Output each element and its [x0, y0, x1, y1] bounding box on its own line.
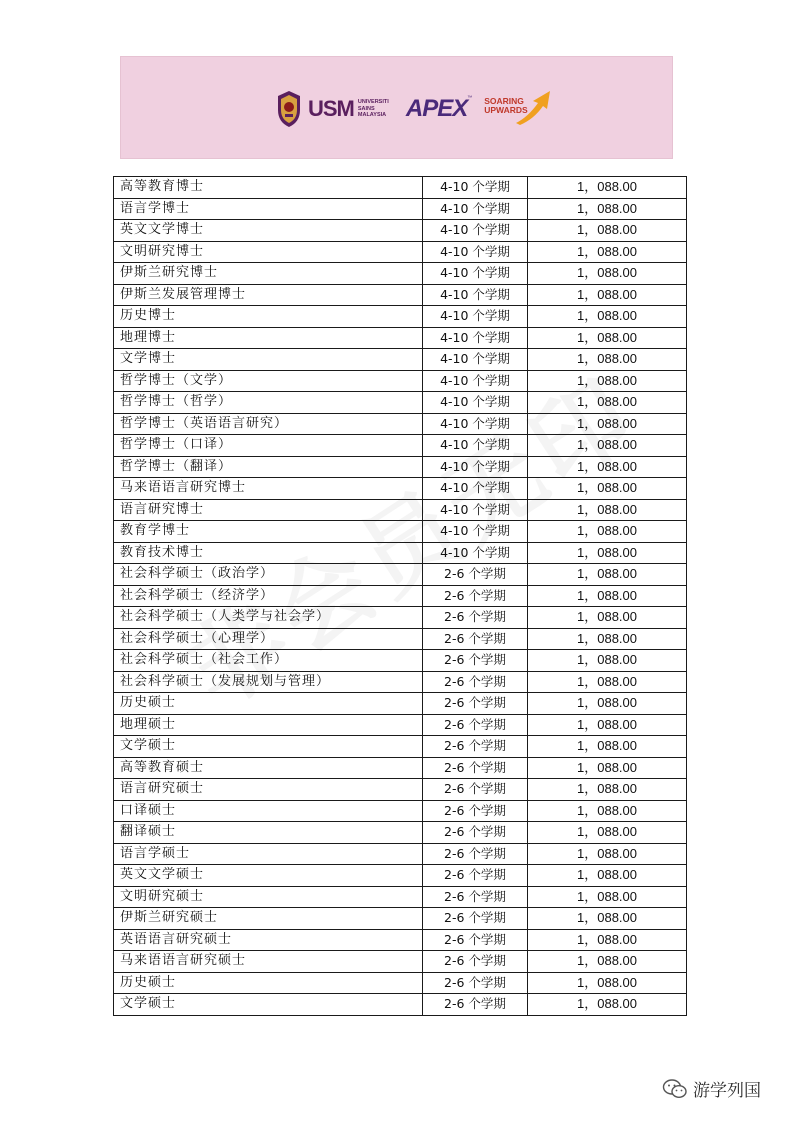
program-name-cell: 社会科学硕士（经济学）	[114, 585, 423, 607]
table-row	[114, 435, 687, 457]
usm-logo-mark: USM	[308, 96, 354, 121]
table-row	[114, 542, 687, 564]
program-name-cell: 语言学硕士	[114, 843, 423, 865]
apex-trademark: ™	[467, 95, 473, 101]
fee-cell: 1，088.00	[528, 822, 687, 844]
table-row	[114, 929, 687, 951]
duration-cell: 4-10 个学期	[423, 220, 528, 242]
program-name-cell: 历史博士	[114, 306, 423, 328]
program-name-cell: 文明研究博士	[114, 241, 423, 263]
fee-cell: 1，088.00	[528, 714, 687, 736]
program-name-cell: 哲学博士（口译）	[114, 435, 423, 457]
duration-cell: 4-10 个学期	[423, 413, 528, 435]
logo-group	[276, 87, 554, 131]
program-name-cell: 社会科学硕士（政治学）	[114, 564, 423, 586]
program-name-cell: 哲学博士（文学）	[114, 370, 423, 392]
program-name-cell: 社会科学硕士（社会工作）	[114, 650, 423, 672]
duration-cell: 2-6 个学期	[423, 585, 528, 607]
table-row	[114, 972, 687, 994]
table-row	[114, 499, 687, 521]
program-name-cell: 文学硕士	[114, 994, 423, 1016]
fee-cell: 1，088.00	[528, 263, 687, 285]
table-row	[114, 822, 687, 844]
program-name-cell: 文学博士	[114, 349, 423, 371]
table-row	[114, 994, 687, 1016]
program-name-cell: 社会科学硕士（人类学与社会学）	[114, 607, 423, 629]
table-row	[114, 628, 687, 650]
duration-cell: 2-6 个学期	[423, 972, 528, 994]
duration-cell: 2-6 个学期	[423, 908, 528, 930]
fee-cell: 1，088.00	[528, 198, 687, 220]
table-row	[114, 564, 687, 586]
program-name-cell: 语言研究硕士	[114, 779, 423, 801]
duration-cell: 4-10 个学期	[423, 456, 528, 478]
duration-cell: 2-6 个学期	[423, 779, 528, 801]
duration-cell: 4-10 个学期	[423, 241, 528, 263]
table-row	[114, 349, 687, 371]
duration-cell: 2-6 个学期	[423, 757, 528, 779]
table-row	[114, 650, 687, 672]
program-name-cell: 文学硕士	[114, 736, 423, 758]
soaring-upwards-text: SOARING UPWARDS	[484, 96, 528, 115]
table-row	[114, 736, 687, 758]
duration-cell: 4-10 个学期	[423, 370, 528, 392]
header-banner	[120, 56, 673, 159]
duration-cell: 4-10 个学期	[423, 177, 528, 199]
fee-cell: 1，088.00	[528, 800, 687, 822]
fee-cell: 1，088.00	[528, 779, 687, 801]
table-row	[114, 521, 687, 543]
table-row	[114, 392, 687, 414]
fee-cell: 1，088.00	[528, 671, 687, 693]
program-name-cell: 英文文学硕士	[114, 865, 423, 887]
table-row	[114, 800, 687, 822]
duration-cell: 2-6 个学期	[423, 628, 528, 650]
duration-cell: 4-10 个学期	[423, 306, 528, 328]
soaring-upwards-logo	[484, 87, 554, 131]
fee-cell: 1，088.00	[528, 865, 687, 887]
table-row	[114, 220, 687, 242]
duration-cell: 4-10 个学期	[423, 499, 528, 521]
program-name-cell: 马来语语言研究硕士	[114, 951, 423, 973]
program-table	[113, 176, 687, 1016]
fee-cell: 1，088.00	[528, 521, 687, 543]
table-row	[114, 693, 687, 715]
fee-cell: 1，088.00	[528, 542, 687, 564]
duration-cell: 2-6 个学期	[423, 865, 528, 887]
table-row	[114, 370, 687, 392]
table-row	[114, 263, 687, 285]
program-name-cell: 口译硕士	[114, 800, 423, 822]
footer-account	[662, 1076, 761, 1101]
duration-cell: 2-6 个学期	[423, 671, 528, 693]
program-name-cell: 英文文学博士	[114, 220, 423, 242]
table-row	[114, 177, 687, 199]
fee-cell: 1，088.00	[528, 220, 687, 242]
duration-cell: 4-10 个学期	[423, 349, 528, 371]
fee-cell: 1，088.00	[528, 757, 687, 779]
fee-cell: 1，088.00	[528, 886, 687, 908]
program-name-cell: 哲学博士（哲学）	[114, 392, 423, 414]
program-name-cell: 高等教育硕士	[114, 757, 423, 779]
table-row	[114, 757, 687, 779]
duration-cell: 2-6 个学期	[423, 607, 528, 629]
program-name-cell: 语言研究博士	[114, 499, 423, 521]
fee-cell: 1，088.00	[528, 349, 687, 371]
duration-cell: 4-10 个学期	[423, 521, 528, 543]
table-row	[114, 607, 687, 629]
program-name-cell: 历史硕士	[114, 972, 423, 994]
fee-cell: 1，088.00	[528, 392, 687, 414]
usm-crest-icon	[276, 90, 302, 128]
duration-cell: 2-6 个学期	[423, 886, 528, 908]
program-name-cell: 伊斯兰发展管理博士	[114, 284, 423, 306]
program-name-cell: 翻译硕士	[114, 822, 423, 844]
duration-cell: 4-10 个学期	[423, 392, 528, 414]
table-row	[114, 478, 687, 500]
program-name-cell: 哲学博士（英语语言研究）	[114, 413, 423, 435]
duration-cell: 2-6 个学期	[423, 994, 528, 1016]
fee-cell: 1，088.00	[528, 628, 687, 650]
fee-cell: 1，088.00	[528, 435, 687, 457]
program-name-cell: 哲学博士（翻译）	[114, 456, 423, 478]
program-name-cell: 高等教育博士	[114, 177, 423, 199]
fee-cell: 1，088.00	[528, 693, 687, 715]
duration-cell: 4-10 个学期	[423, 478, 528, 500]
duration-cell: 4-10 个学期	[423, 542, 528, 564]
duration-cell: 4-10 个学期	[423, 435, 528, 457]
table-row	[114, 865, 687, 887]
fee-cell: 1，088.00	[528, 994, 687, 1016]
duration-cell: 4-10 个学期	[423, 284, 528, 306]
duration-cell: 2-6 个学期	[423, 564, 528, 586]
fee-cell: 1，088.00	[528, 499, 687, 521]
fee-cell: 1，088.00	[528, 951, 687, 973]
program-name-cell: 地理博士	[114, 327, 423, 349]
table-row	[114, 671, 687, 693]
duration-cell: 2-6 个学期	[423, 650, 528, 672]
program-name-cell: 历史硕士	[114, 693, 423, 715]
wechat-icon	[662, 1078, 688, 1100]
fee-cell: 1，088.00	[528, 585, 687, 607]
duration-cell: 2-6 个学期	[423, 800, 528, 822]
duration-cell: 2-6 个学期	[423, 843, 528, 865]
duration-cell: 2-6 个学期	[423, 929, 528, 951]
duration-cell: 2-6 个学期	[423, 951, 528, 973]
fee-cell: 1，088.00	[528, 327, 687, 349]
table-row	[114, 198, 687, 220]
table-row	[114, 456, 687, 478]
fee-cell: 1，088.00	[528, 284, 687, 306]
program-name-cell: 语言学博士	[114, 198, 423, 220]
table-row	[114, 284, 687, 306]
fee-cell: 1，088.00	[528, 650, 687, 672]
fee-cell: 1，088.00	[528, 564, 687, 586]
fee-cell: 1，088.00	[528, 478, 687, 500]
fee-cell: 1，088.00	[528, 972, 687, 994]
fee-cell: 1，088.00	[528, 370, 687, 392]
footer-account-name: 游学列国	[693, 1081, 761, 1101]
table-row	[114, 327, 687, 349]
table-row	[114, 779, 687, 801]
program-name-cell: 伊斯兰研究硕士	[114, 908, 423, 930]
program-name-cell: 地理硕士	[114, 714, 423, 736]
duration-cell: 2-6 个学期	[423, 822, 528, 844]
program-name-cell: 英语语言研究硕士	[114, 929, 423, 951]
duration-cell: 2-6 个学期	[423, 693, 528, 715]
table-row	[114, 886, 687, 908]
fee-cell: 1，088.00	[528, 413, 687, 435]
fee-cell: 1，088.00	[528, 929, 687, 951]
table-row	[114, 951, 687, 973]
table-row	[114, 908, 687, 930]
duration-cell: 4-10 个学期	[423, 327, 528, 349]
table-row	[114, 306, 687, 328]
apex-logo: APEX	[405, 95, 468, 122]
table-row	[114, 585, 687, 607]
fee-cell: 1，088.00	[528, 306, 687, 328]
program-name-cell: 马来语语言研究博士	[114, 478, 423, 500]
duration-cell: 4-10 个学期	[423, 198, 528, 220]
fee-cell: 1，088.00	[528, 177, 687, 199]
fee-cell: 1，088.00	[528, 736, 687, 758]
table-row	[114, 413, 687, 435]
duration-cell: 2-6 个学期	[423, 736, 528, 758]
fee-cell: 1，088.00	[528, 843, 687, 865]
program-name-cell: 文明研究硕士	[114, 886, 423, 908]
table-row	[114, 714, 687, 736]
program-table-body	[114, 177, 687, 1016]
program-name-cell: 教育学博士	[114, 521, 423, 543]
program-name-cell: 伊斯兰研究博士	[114, 263, 423, 285]
program-name-cell: 教育技术博士	[114, 542, 423, 564]
duration-cell: 4-10 个学期	[423, 263, 528, 285]
fee-cell: 1，088.00	[528, 908, 687, 930]
usm-logo-text: UNIVERSITI SAINS MALAYSIA	[357, 99, 389, 119]
duration-cell: 2-6 个学期	[423, 714, 528, 736]
program-name-cell: 社会科学硕士（发展规划与管理）	[114, 671, 423, 693]
table-row	[114, 843, 687, 865]
fee-cell: 1，088.00	[528, 456, 687, 478]
upward-arrow-icon	[514, 87, 554, 127]
fee-cell: 1，088.00	[528, 607, 687, 629]
table-row	[114, 241, 687, 263]
fee-cell: 1，088.00	[528, 241, 687, 263]
program-name-cell: 社会科学硕士（心理学）	[114, 628, 423, 650]
